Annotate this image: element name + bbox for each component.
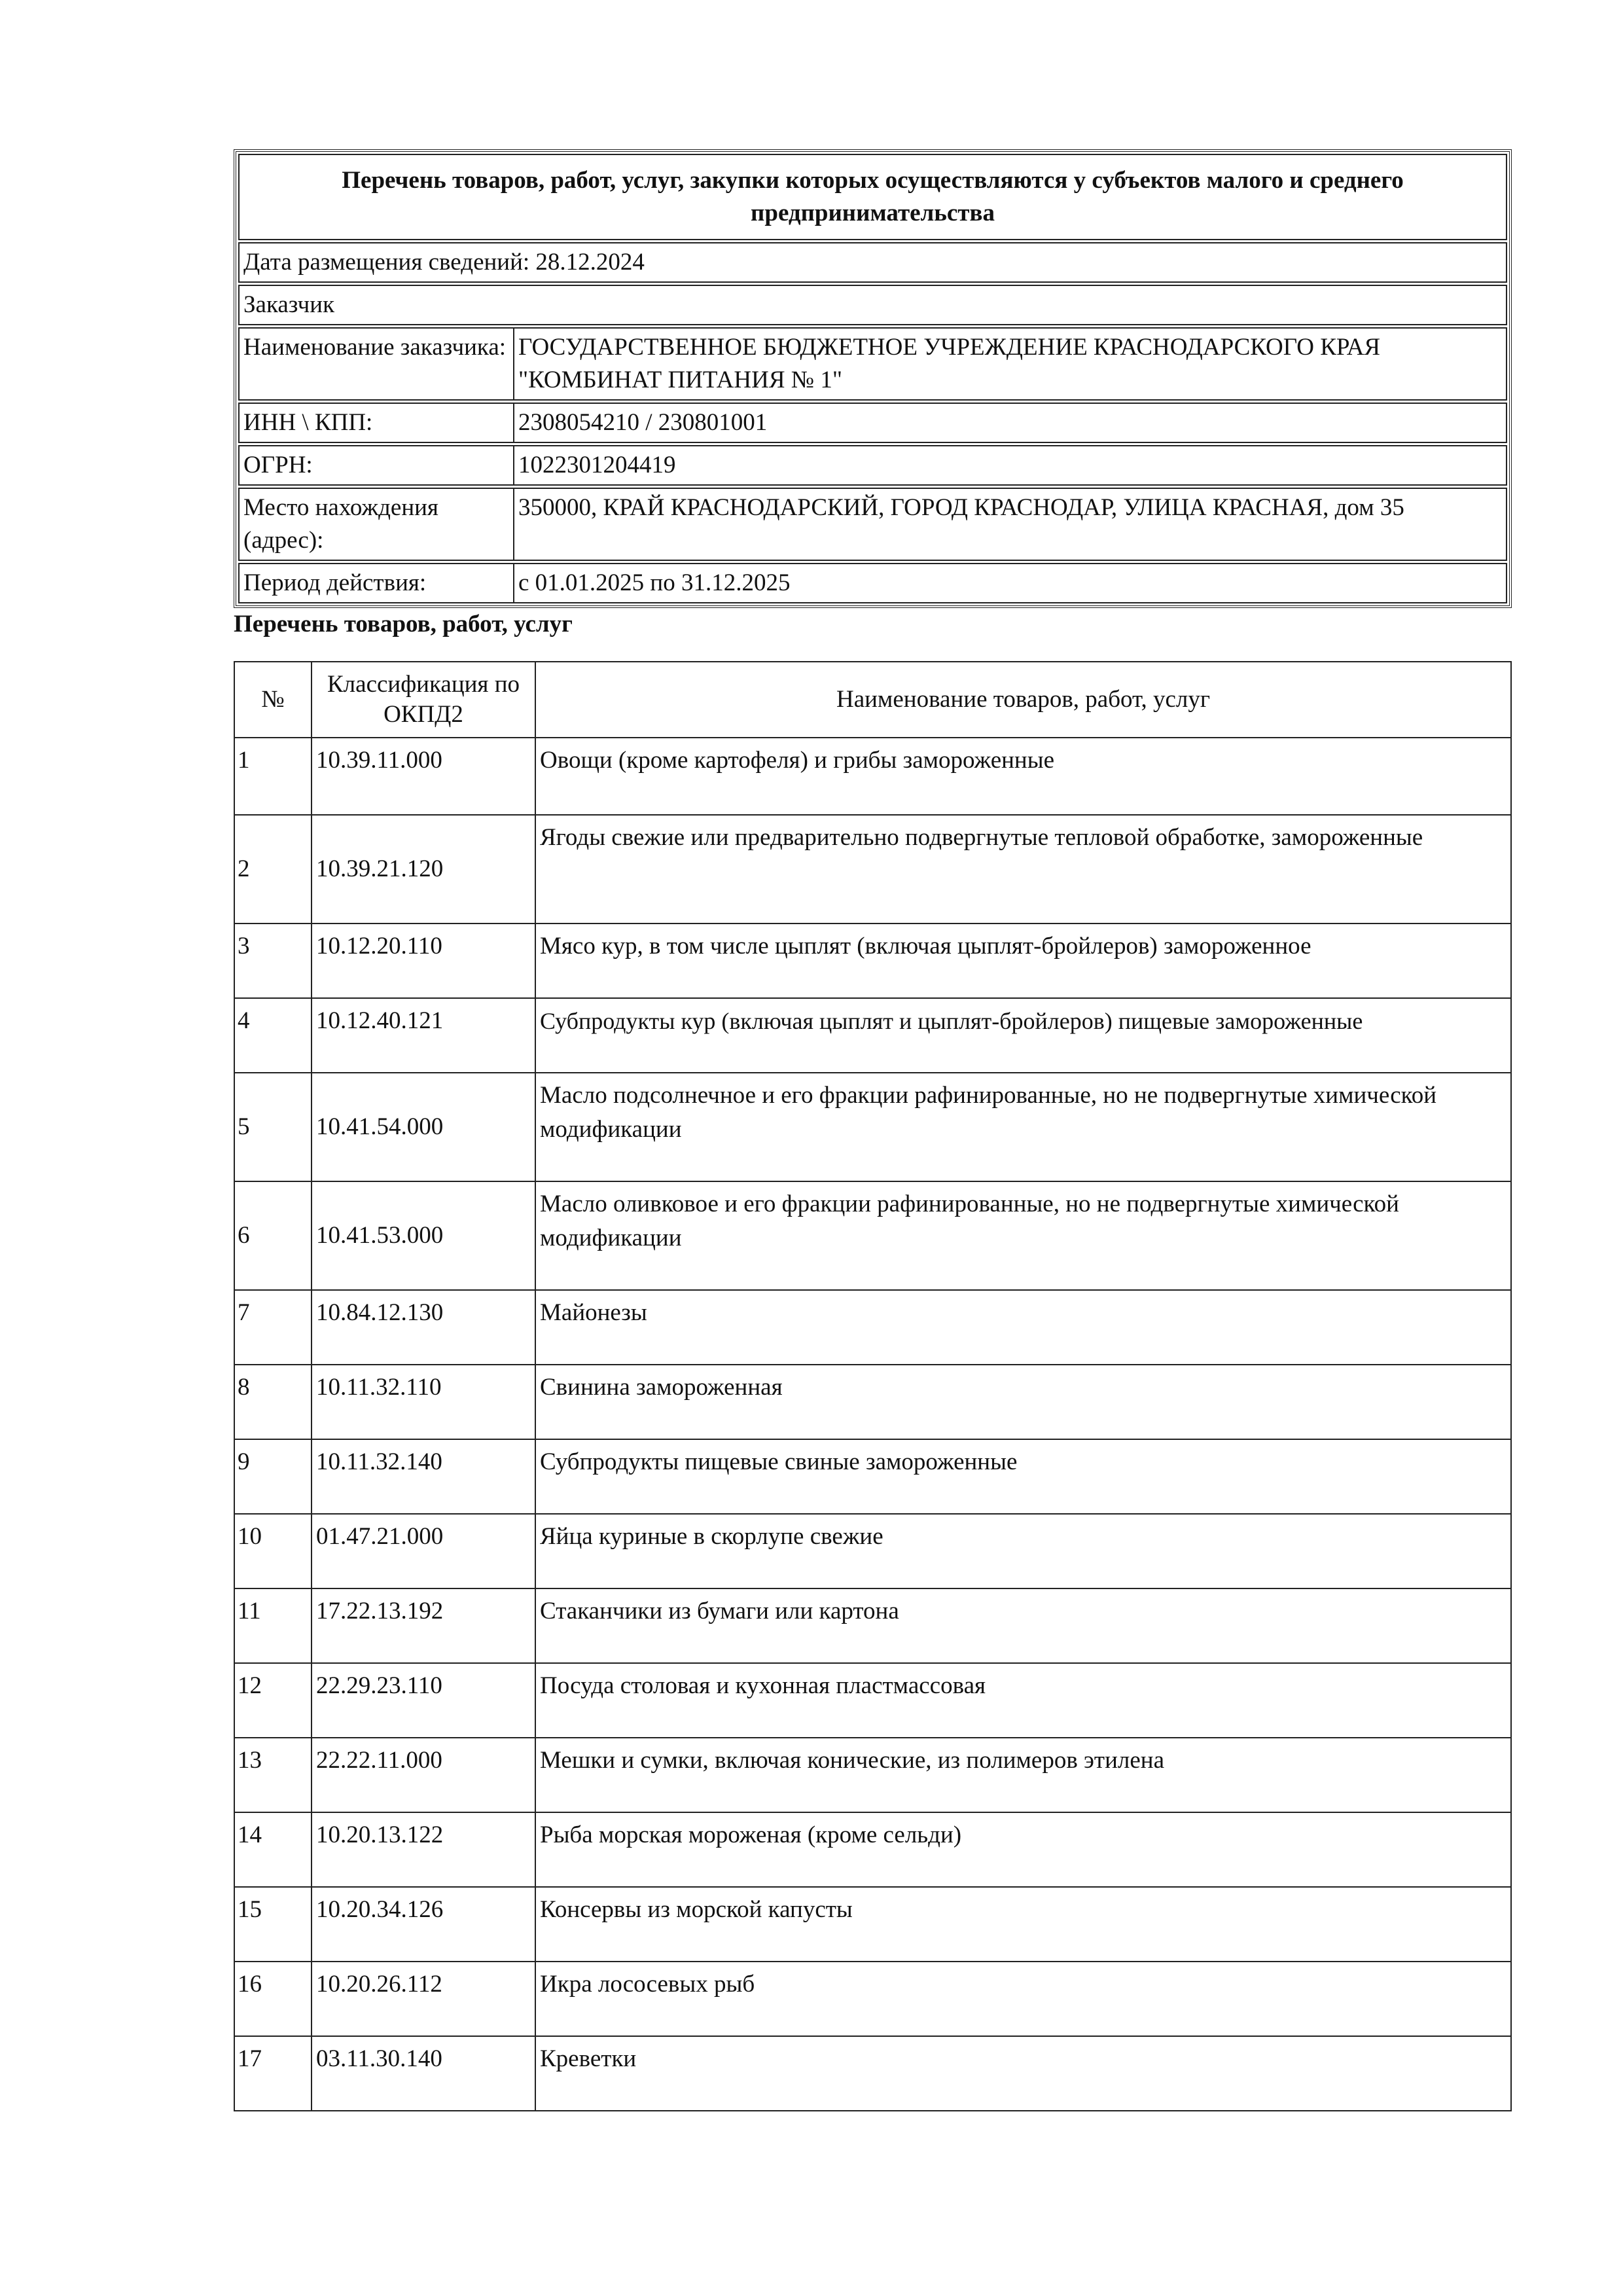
table-row: [234, 1290, 1511, 1365]
row-code: 10.12.40.121: [312, 998, 535, 1073]
row-name: Икра лососевых рыб: [535, 1962, 1511, 2036]
row-name: Ягоды свежие или предварительно подвергнутые тепловой обработке, замороженные: [535, 815, 1511, 924]
publication-date: Дата размещения сведений: 28.12.2024: [243, 249, 645, 276]
table-row: [234, 1812, 1511, 1887]
row-name: Субпродукты пищевые свиные замороженные: [535, 1439, 1511, 1514]
row-code: 10.84.12.130: [312, 1290, 535, 1365]
table-row: [234, 1181, 1511, 1290]
row-code: 22.29.23.110: [312, 1663, 535, 1738]
row-number: 9: [234, 1439, 312, 1514]
address-value: 350000, КРАЙ КРАСНОДАРСКИЙ, ГОРОД КРАСНОДАР, УЛИЦА КРАСНАЯ, дом 35: [518, 494, 1404, 521]
date-row: [238, 242, 1507, 283]
table-row: [234, 924, 1511, 998]
table-row: [234, 738, 1511, 815]
ogrn-label: ОГРН:: [240, 446, 514, 484]
row-code: 10.39.21.120: [312, 815, 535, 924]
row-code: 03.11.30.140: [312, 2036, 535, 2111]
table-header-row: [234, 662, 1511, 738]
row-name: Масло подсолнечное и его фракции рафинированные, но не подвергнутые химической модификации: [535, 1073, 1511, 1181]
table-row: [234, 1439, 1511, 1514]
row-number: 8: [234, 1365, 312, 1439]
table-row: [234, 1365, 1511, 1439]
row-number: 14: [234, 1812, 312, 1887]
table-row: [234, 815, 1511, 924]
row-number: 5: [234, 1073, 312, 1181]
row-number: 17: [234, 2036, 312, 2111]
row-code: 10.20.13.122: [312, 1812, 535, 1887]
row-number: 2: [234, 815, 312, 924]
row-code: 22.22.11.000: [312, 1738, 535, 1812]
row-number: 3: [234, 924, 312, 998]
row-name: Консервы из морской капусты: [535, 1887, 1511, 1962]
row-code: 10.11.32.110: [312, 1365, 535, 1439]
row-number: 16: [234, 1962, 312, 2036]
table-row: [234, 1514, 1511, 1588]
list-title: Перечень товаров, работ, услуг: [234, 611, 573, 637]
row-code: 10.41.53.000: [312, 1181, 535, 1290]
customer-name-label: Наименование заказчика:: [240, 329, 514, 399]
row-number: 12: [234, 1663, 312, 1738]
row-number: 7: [234, 1290, 312, 1365]
row-code: 10.11.32.140: [312, 1439, 535, 1514]
customer-section-row: [238, 285, 1507, 325]
inn-value: 2308054210 / 230801001: [518, 409, 768, 436]
row-name: Мешки и сумки, включая конические, из полимеров этилена: [535, 1738, 1511, 1812]
period-value: с 01.01.2025 по 31.12.2025: [518, 569, 791, 596]
customer-section-label: Заказчик: [243, 291, 335, 318]
table-row: [234, 1962, 1511, 2036]
items-table: [234, 661, 1512, 2111]
period-label: Период действия:: [240, 564, 514, 602]
row-number: 13: [234, 1738, 312, 1812]
address-label: Место нахождения (адрес):: [240, 489, 514, 560]
row-code: 10.20.34.126: [312, 1887, 535, 1962]
row-number: 10: [234, 1514, 312, 1588]
period-row: [238, 563, 1507, 603]
table-row: [234, 998, 1511, 1073]
inn-label: ИНН \ КПП:: [240, 404, 514, 442]
row-name: Овощи (кроме картофеля) и грибы замороженные: [535, 738, 1511, 815]
column-header-name: Наименование товаров, работ, услуг: [535, 662, 1511, 738]
row-number: 4: [234, 998, 312, 1073]
row-code: 17.22.13.192: [312, 1588, 535, 1663]
table-row: [234, 2036, 1511, 2111]
customer-name-row: [238, 327, 1507, 401]
table-row: [234, 1663, 1511, 1738]
row-name: Мясо кур, в том числе цыплят (включая цыплят-бройлеров) замороженное: [535, 924, 1511, 998]
row-number: 11: [234, 1588, 312, 1663]
row-name: Рыба морская мороженая (кроме сельди): [535, 1812, 1511, 1887]
column-header-number: №: [234, 662, 312, 738]
address-row: [238, 488, 1507, 561]
table-row: [234, 1887, 1511, 1962]
row-name: Свинина замороженная: [535, 1365, 1511, 1439]
row-code: 01.47.21.000: [312, 1514, 535, 1588]
ogrn-value: 1022301204419: [518, 452, 676, 478]
ogrn-row: [238, 445, 1507, 486]
column-header-okpd2: Классификация по ОКПД2: [312, 662, 535, 738]
row-name: Яйца куриные в скорлупе свежие: [535, 1514, 1511, 1588]
customer-info-table: [234, 149, 1512, 608]
inn-row: [238, 403, 1507, 443]
row-name: Посуда столовая и кухонная пластмассовая: [535, 1663, 1511, 1738]
row-code: 10.12.20.110: [312, 924, 535, 998]
row-number: 15: [234, 1887, 312, 1962]
row-name: Стаканчики из бумаги или картона: [535, 1588, 1511, 1663]
row-name: Майонезы: [535, 1290, 1511, 1365]
row-name: Масло оливковое и его фракции рафинированные, но не подвергнутые химической модификации: [535, 1181, 1511, 1290]
row-code: 10.20.26.112: [312, 1962, 535, 2036]
document-title: Перечень товаров, работ, услуг, закупки которых осуществляются у субъектов малого и среднего предпринимательства: [342, 167, 1404, 226]
row-code: 10.39.11.000: [312, 738, 535, 815]
table-row: [234, 1588, 1511, 1663]
row-number: 1: [234, 738, 312, 815]
table-row: [234, 1738, 1511, 1812]
customer-name-value: ГОСУДАРСТВЕННОЕ БЮДЖЕТНОЕ УЧРЕЖДЕНИЕ КРАСНОДАРСКОГО КРАЯ "КОМБИНАТ ПИТАНИЯ № 1": [518, 334, 1381, 393]
row-name: Субпродукты кур (включая цыплят и цыплят-бройлеров) пищевые замороженные: [535, 998, 1511, 1073]
row-number: 6: [234, 1181, 312, 1290]
table-row: [234, 1073, 1511, 1181]
row-name: Креветки: [535, 2036, 1511, 2111]
row-code: 10.41.54.000: [312, 1073, 535, 1181]
title-row: [238, 154, 1507, 240]
